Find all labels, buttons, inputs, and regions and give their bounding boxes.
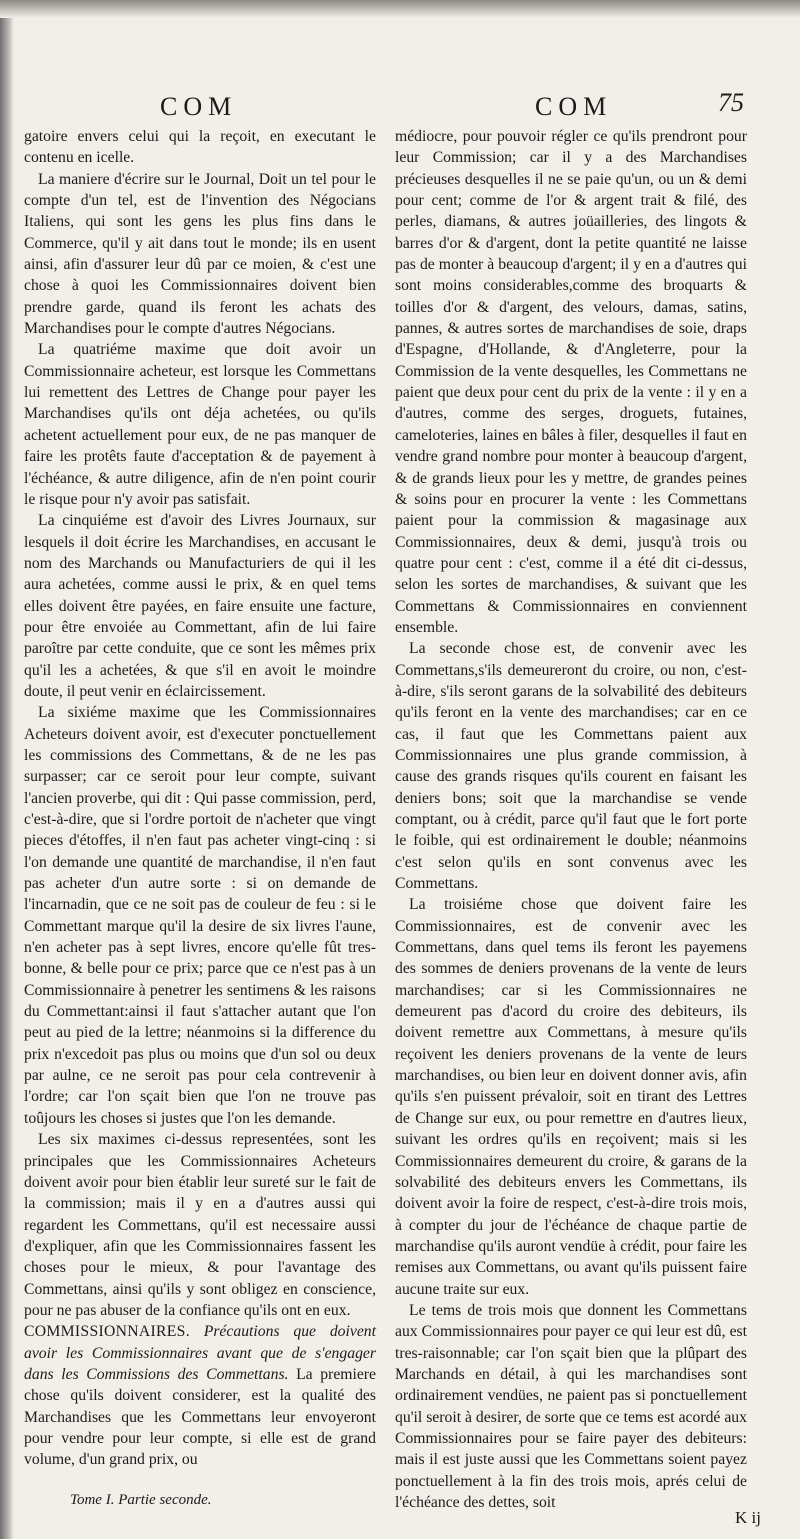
entry-heading: COMMISSIONNAIRES. [24, 1323, 190, 1341]
paragraph: La quatriéme maxime que doit avoir un Commissionnaire acheteur, est lorsque les Commettans lui remettent des Lettres de Change pour payer les Marchandises qu'ils ont déja achetées, ou qu'ils achetent actuellement pour eux, de ne pas manquer de faire les protêts faute d'acceptation & de payement à l'échéance, & autre diligence, afin de n'en point courir le risque pour n'y avoir pas satisfait. [24, 341, 376, 508]
page-shadow-top [0, 0, 800, 18]
paragraph: La cinquiéme est d'avoir des Livres Journaux, sur lesquels il doit écrire les Marchandises, en accusant le nom des Marchands ou Manufacturiers de qui il les aura achetées, comme aussi le prix, & en quel tems elles doivent être payées, en faire ensuite une facture, pour être envoiée au Commettant, afin de lui faire paroître par cette conduite, que ce sont les mêmes prix qu'il les a achetées, & que s'il en avoit le moindre doute, il peut venir en éclaircissement. [24, 512, 376, 700]
right-column [395, 126, 747, 1513]
paragraph: La troisiéme chose que doivent faire les Commissionnaires, est de convenir avec les Commettans, dans quel tems ils feront les payemens des sommes de deniers provenans de la vente de leurs marchandises; car si les Commissionnaires ne demeurent pas d'acord du croire des debiteurs, ils doivent remettre aux Commettans, à mesure qu'ils reçoivent les deniers provenans de la vente de leurs marchandises, ou bien leur en doivent donner avis, afin qu'ils s'en puissent prévaloir, soit en tirant des Lettres de Change sur eux, ou pour remettre en d'autres lieux, suivant les ordres qu'ils en reçoivent; mais si les Commissionnaires demeurent du croire, & garans de la solvabilité des debiteurs envers les Commettans, ils doivent avoir la foire de respect, c'est-à-dire trois mois, à compter du jour de l'échéance de chaque partie de marchandise qu'ils auront vendüe à crédit, pour faire les remises aux Commettans, ou avant qu'ils puissent faire aucune traite sur eux. [395, 896, 747, 1298]
paragraph: Les six maximes ci-dessus representées, sont les principales que les Commissionnaires Acheteurs doivent avoir pour bien établir leur sureté sur le fait de la commission; mais il y en a d'autres aussi qui regardent les Commettans, qu'il est necessaire aussi d'expliquer, afin que les Commissionnaires fassent les choses pour le mieux, & pour l'avantage des Commettans, ainsi qu'ils y sont obligez en conscience, pour ne pas abuser de la confiance qu'ils ont en eux. [24, 1131, 376, 1319]
paragraph: Le tems de trois mois que donnent les Commettans aux Commissionnaires pour payer ce qui leur est dû, est tres-raisonnable; car l'on sçait bien que la plûpart des Marchands en détail, à qui les marchandises sont ordinairement vendües, ne paient pas si ponctuellement qu'il seroit à desirer, de sorte que ce tems est acordé aux Commissionnaires pour se faire payer des debiteurs: mais il est juste aussi que les Commettans soient payez ponctuellement à la fin des trois mois, aprés celui de l'échéance des dettes, soit [395, 1301, 747, 1511]
page-shadow-left [0, 0, 14, 1539]
paragraph: gatoire envers celui qui la reçoit, en executant le contenu en icelle. [24, 128, 376, 167]
entry-subtitle: Précautions que doivent avoir les Commissionnaires avant que de s'engager dans les Commissions des Commettans. [24, 1323, 376, 1383]
left-column [24, 126, 376, 1471]
paragraph: médiocre, pour pouvoir régler ce qu'ils prendront pour leur Commission; car il y a des Marchandises précieuses desquelles il ne se paie qu'un, ou un & demi pour cent; comme de l'or & argent trait & filé, des perles, diamans, & autres joüailleries, des lingots & barres d'or & d'argent, dont la petite quantité ne laisse pas de monter à beaucoup d'argent; il y en a d'autres qui sont moins considerables,comme des broquarts & toilles d'or & d'argent, des velours, damas, satins, pannes, & autres sortes de marchandises de soie, draps d'Espagne, d'Hollande, & d'Angleterre, pour la Commission de la vente desquelles, les Commettans ne paient que deux pour cent du prix de la vente : il y en a d'autres, comme des serges, droguets, futaines, cameloteries, laines en bâles à filer, desquelles il faut en vendre grand nombre pour monter à beaucoup d'argent, & de grands lieux pour les y mettre, de grandes peines & soins pour en procurer la vente : les Commettans paient pour la commission & magasinage aux Commissionnaires, deux & demi, jusqu'à trois ou quatre pour cent : c'est, comme il a été dit ci-dessus, selon les sortes de marchandises, & suivant que les Commettans & Commissionnaires en conviennent ensemble. [395, 128, 747, 636]
entry-text: La premiere chose qu'ils doivent considerer, est la qualité des Marchandises que les Commettans leur envoyeront pour vendre pour leur compte, si elle est de grand volume, d'un grand prix, ou [24, 1365, 376, 1469]
gathering-signature: K ij [735, 1508, 761, 1527]
entry-paragraph [24, 1321, 376, 1470]
running-head-left: COM [160, 92, 238, 121]
volume-signature: Tome I. Partie seconde. [70, 1492, 212, 1508]
paragraph: La sixiéme maxime que les Commissionnaires Acheteurs doivent avoir, est d'executer ponctuellement les commissions des Commettans, & de ne les pas surpasser; car ce seroit pour leur compte, suivant l'ancien proverbe, qui dit : Qui passe commission, perd, c'est-à-dire, que si l'ordre portoit de n'acheter que vingt pieces d'étoffes, il n'en faut pas acheter vingt-cinq : si l'on demande une quantité de marchandise, il n'en faut pas acheter d'un autre sorte : si on demande de l'incarnadin, que ce ne soit pas de couleur de feu : si le Commettant marque qu'il la desire de six livres l'aune, n'en acheter pas à sept livres, encore qu'elle fût tres-bonne, & belle pour ce prix; parce que ce n'est pas à un Commissionnaire à penetrer les sentimens & les raisons du Commettant:ainsi il faut s'attacher autant que l'on peut au pied de la lettre; néanmoins si la difference du prix n'excedoit pas plus ou moins que d'un sol ou deux par aulne, ce ne seroit pas pour cela contrevenir à l'ordre; car l'on sçait bien que l'on ne trouve pas toûjours les choses si justes que l'on les demande. [24, 704, 376, 1127]
running-head-right: COM [535, 92, 613, 121]
page-number: 75 [718, 88, 744, 117]
paragraph: La seconde chose est, de convenir avec les Commettans,s'ils demeureront du croire, ou non, c'est-à-dire, s'ils seront garans de la solvabilité des debiteurs qu'ils feront en la vente des marchandises; car en ce cas, il faut que les Commettans paient aux Commissionnaires une plus grande commission, à cause des grands risques qu'ils courent en faisant les deniers bons; soit que la marchandise se vende comptant, ou à crédit, parce qu'il faut que le fort porte le foible, qui est ordinairement le double; néanmoins c'est selon qu'ils en sont convenus avec les Commettans. [395, 640, 747, 893]
paragraph: La maniere d'écrire sur le Journal, Doit un tel pour le compte d'un tel, est de l'invention des Négocians Italiens, qui sont les gens les plus fins dans le Commerce, qu'il y ait dans tout le monde; ils en usent ainsi, afin d'assurer leur dû par ce moien, & c'est une chose à quoi les Commissionnaires doivent bien prendre garde, quand ils feront les achats des Marchandises pour le compte d'autres Négocians. [24, 170, 376, 338]
